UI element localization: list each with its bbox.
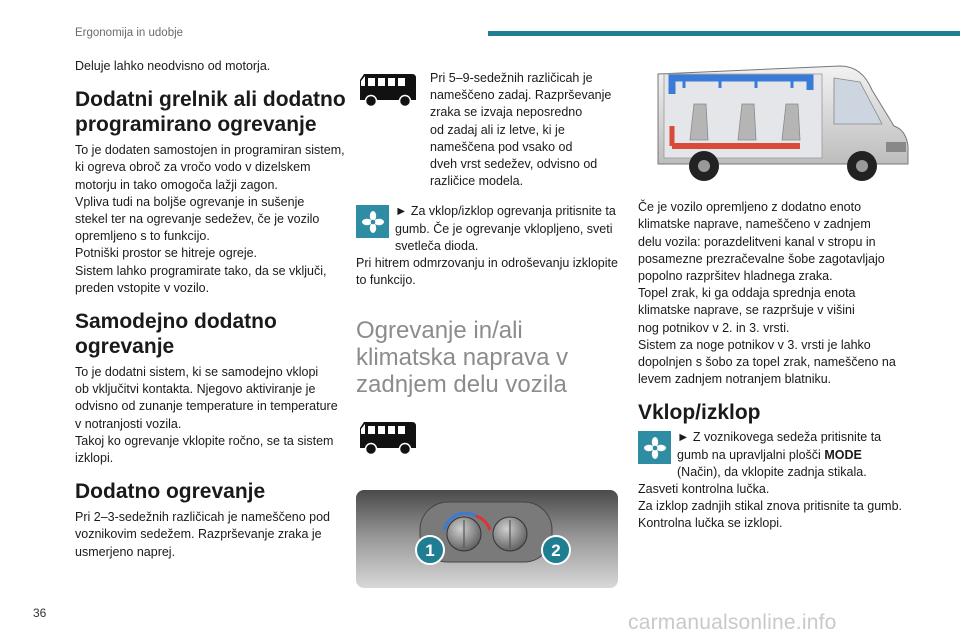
text-line: Če je vozilo opremljeno z dodatno enoto: [638, 200, 862, 215]
fan-button-note-2: Pri hitrem odmrzovanju in odroševanju izklopite to funkcijo.: [356, 256, 618, 288]
text-line: To je dodaten samostojen in programiran sistem,: [75, 143, 345, 158]
text-line: različice modela.: [430, 174, 524, 189]
intro-text: Deluje lahko neodvisno od motorja.: [75, 59, 271, 73]
on-off-note: [638, 429, 908, 532]
text-line: To je dodatni sistem, ki se samodejno vklopi: [75, 365, 319, 380]
instruction-text: ► Z voznikovega sedeža pritisnite ta gumb na upravljalni plošči: [677, 430, 882, 462]
page-number: 36: [33, 606, 47, 620]
section-body-additional-heater: [75, 142, 347, 297]
section-body-automatic-heating: [75, 364, 347, 467]
section-title-rear-climate: Ogrevanje in/ali klimatska naprava v zadnjem delu vozila: [356, 317, 569, 399]
text-line: Sistem za noge potnikov v 3. vrsti je lahko: [638, 337, 871, 352]
watermark: carmanualsonline.info: [628, 611, 837, 634]
fan-button-note: [356, 203, 618, 289]
text-line: zraka se izvaja neposredno: [430, 105, 583, 120]
rear-climate-description: [638, 199, 908, 388]
mode-label: MODE: [824, 447, 862, 462]
text-line: ki ogreva obroč za vročo vodo v dizelskem: [75, 160, 311, 175]
text-line: odvisno od zunanje temperature in temperature: [75, 399, 338, 414]
text-line: Potniški prostor se hitreje ogreje.: [75, 246, 258, 261]
text-line: Sistem lahko programirate tako, da se vključi,: [75, 263, 327, 278]
text-line: klimatske naprave, nameščeno v zadnjem: [638, 217, 871, 232]
fan-icon: [356, 205, 389, 238]
text-line: izklopi.: [75, 451, 114, 466]
text-line: dveh vrst sedežev, odvisno od: [430, 157, 598, 172]
fan-icon: [638, 431, 671, 464]
header-accent-bar: [488, 31, 960, 36]
text-line: nameščena pod vsako od: [430, 139, 573, 154]
van-cutaway-icon: [650, 60, 916, 188]
text-line: posamezne prezračevalne šobe zagotavljajo: [638, 251, 885, 266]
text-line: stekel ter na ogrevanje sedežev, če je vozilo: [75, 212, 320, 227]
text-line: popolno razpršitev hladnega zraka.: [638, 269, 833, 284]
page-header-title: Ergonomija in udobje: [75, 27, 184, 39]
minibus-icon: [356, 418, 418, 458]
text-line: v notranjosti vozila.: [75, 416, 182, 431]
rear-climate-controls-photo: [356, 490, 618, 588]
text-line: usmerjeno naprej.: [75, 544, 176, 559]
text-line: preden vstopite v vozilo.: [75, 280, 210, 295]
text-line: Pri 5–9-sedežnih različicah je: [430, 71, 593, 85]
text-line: Vpliva tudi na boljše ogrevanje in sušenje: [75, 194, 305, 209]
on-off-note-3: Kontrolna lučka se izklopi.: [638, 516, 783, 531]
section-title-extra-heating: Dodatno ogrevanje: [75, 480, 266, 504]
on-off-instruction: [638, 429, 908, 498]
section-title-additional-heater: Dodatni grelnik ali dodatno programirano ogrevanje: [75, 88, 346, 137]
text-line: klimatske naprave, se razpršuje v višini: [638, 303, 855, 318]
text-line: delu vozila: porazdelitveni kanal v stropu in: [638, 234, 876, 249]
text-line: voznikovim sedežem. Razprševanje zraka je: [75, 527, 322, 542]
on-off-note-2: Za izklop zadnjih stikal znova pritisnite ta gumb.: [638, 499, 903, 514]
text-line: Pri 2–3-sedežnih različicah je nameščeno pod: [75, 510, 331, 525]
column-left: [75, 58, 347, 561]
text-line: levem zadnjem notranjem blatniku.: [638, 372, 832, 387]
section-title-automatic-heating: Samodejno dodatno ogrevanje: [75, 310, 277, 359]
section-body-extra-heating: [75, 509, 347, 561]
text-line: dopolnjen s šobo za topel zrak, nameščeno na: [638, 355, 896, 370]
column-right: [638, 70, 908, 533]
column-middle: [356, 70, 618, 593]
text-line: ob vključitvi kontakta. Njegovo aktiviranje je: [75, 382, 316, 397]
minibus-note-text: [430, 70, 611, 190]
instruction-text: (Način), da vklopite zadnja stikala. Zasveti kontrolna lučka.: [638, 464, 867, 497]
text-line: od zadaj ali iz letve, ki je: [430, 122, 565, 137]
minibus-icon: [356, 70, 418, 110]
fan-button-instruction: ► Za vklop/izklop ogrevanja pritisnite ta gumb. Če je ogrevanje vklopljeno, sveti svetleča dioda.: [395, 204, 616, 253]
text-line: nameščeno zadaj. Razprševanje: [430, 88, 612, 103]
text-line: Topel zrak, ki ga oddaja sprednja enota: [638, 286, 856, 301]
control-label-1: 1: [425, 540, 435, 560]
section-title-on-off: Vklop/izklop: [638, 401, 761, 425]
text-line: Takoj ko ogrevanje vklopite ročno, se ta sistem: [75, 433, 334, 448]
control-label-2: 2: [551, 540, 561, 560]
text-line: opremljeno s to funkcijo.: [75, 229, 210, 244]
minibus-note: [356, 70, 618, 190]
text-line: motorju in tako omogoča lažji zagon.: [75, 177, 278, 192]
text-line: nog potnikov v 2. in 3. vrsti.: [638, 320, 790, 335]
